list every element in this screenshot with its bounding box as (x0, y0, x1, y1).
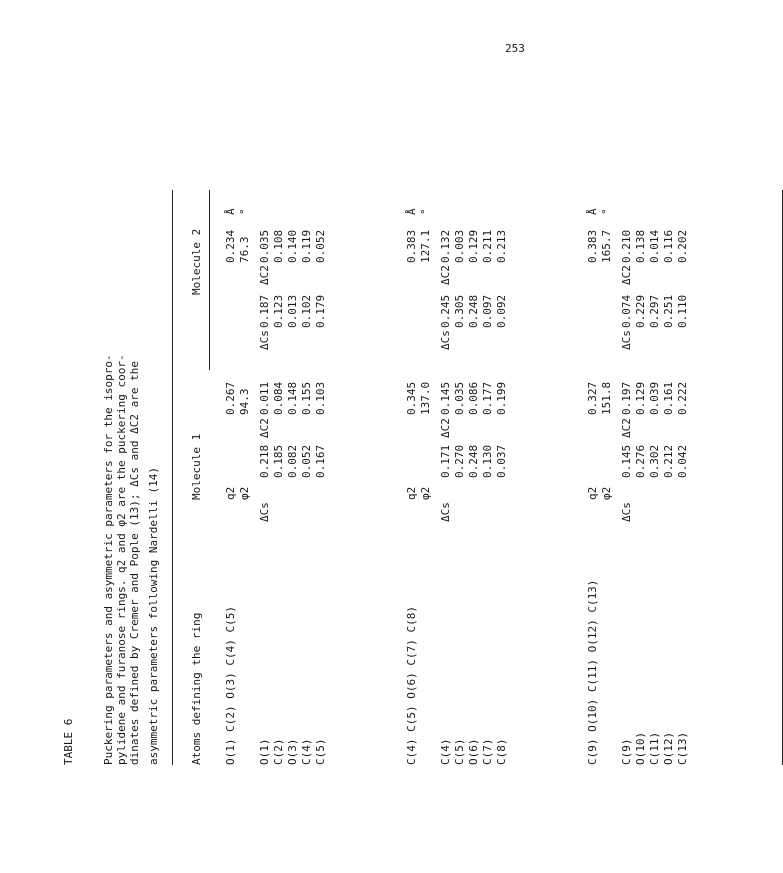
q2-unit: Å (586, 208, 599, 215)
atom-label: C(8) (495, 738, 508, 765)
col-header-molecule-2: Molecule 2 (190, 228, 203, 295)
molecule-1-phi2: 151.8 (600, 381, 613, 415)
col-header-molecule-1: Molecule 1 (190, 433, 203, 500)
molecule-1-dcs: 0.218 (258, 444, 271, 478)
atom-label: O(10) (634, 731, 647, 765)
molecule-2-dc2: 0.211 (481, 229, 494, 263)
caption-line-3: dinates defined by Cremer and Pople (13); ΔCs and ΔC2 are the (128, 361, 141, 765)
ring-definition: C(9) O(10) C(11) O(12) C(13) (586, 579, 599, 765)
molecule-2-dcs: 0.248 (467, 294, 480, 328)
molecule-2-dc2: 0.129 (467, 229, 480, 263)
atom-label: C(13) (676, 731, 689, 765)
molecule-2-dc2: 0.210 (620, 229, 633, 263)
molecule-1-dc2: 0.199 (495, 381, 508, 415)
molecule-2-dc2: 0.003 (453, 229, 466, 263)
molecule-1-dc2: 0.086 (467, 381, 480, 415)
table-top-rule (172, 190, 173, 765)
dc2-label: ΔC2 (620, 265, 633, 285)
molecule-2-phi2: 76.3 (238, 236, 251, 263)
phi2-label: φ2 (419, 486, 432, 500)
dc2-label: ΔC2 (439, 265, 452, 285)
molecule-2-dc2: 0.132 (439, 229, 452, 263)
molecule-1-dc2: 0.148 (286, 381, 299, 415)
molecule-2-dcs: 0.123 (272, 294, 285, 328)
dcs-label: ΔCs (439, 502, 452, 522)
atom-label: C(11) (648, 731, 661, 765)
molecule-1-phi2: 137.0 (419, 381, 432, 415)
molecule-2-dc2: 0.138 (634, 229, 647, 263)
ring-definition: C(4) C(5) O(6) C(7) C(8) (405, 606, 418, 765)
molecule-1-dc2: 0.222 (676, 381, 689, 415)
molecule-1-dc2: 0.197 (620, 381, 633, 415)
ring-definition: O(1) C(2) O(3) C(4) C(5) (224, 606, 237, 765)
molecule-2-q2: 0.383 (405, 229, 418, 263)
atom-label: O(6) (467, 738, 480, 765)
molecule-2-dc2: 0.052 (314, 229, 327, 263)
caption-line-1: Puckering parameters and asymmetric parameters for the isopro- (102, 354, 115, 765)
molecule-2-dcs: 0.305 (453, 294, 466, 328)
molecule-2-dc2: 0.014 (648, 229, 661, 263)
molecule-1-dcs: 0.302 (648, 444, 661, 478)
dc2-label: ΔC2 (620, 418, 633, 438)
molecule-2-phi2: 165.7 (600, 229, 613, 263)
dcs-label: ΔCs (620, 330, 633, 350)
molecule-1-dc2: 0.155 (300, 381, 313, 415)
molecule-1-dcs: 0.185 (272, 444, 285, 478)
molecule-2-dcs: 0.013 (286, 294, 299, 328)
molecule-2-dcs: 0.110 (676, 294, 689, 328)
molecule-2-dcs: 0.179 (314, 294, 327, 328)
molecule-1-dc2: 0.011 (258, 381, 271, 415)
phi2-label: φ2 (238, 486, 251, 500)
atom-label: O(12) (662, 731, 675, 765)
atom-label: C(4) (300, 738, 313, 765)
dc2-label: ΔC2 (258, 265, 271, 285)
molecule-1-q2: 0.267 (224, 381, 237, 415)
q2-label: q2 (405, 486, 418, 500)
atom-label: O(3) (286, 738, 299, 765)
rotated-table-page (62, 35, 689, 765)
caption-line-2: pylidene and furanose rings. q2 and φ2 are the puckering coor- (115, 354, 128, 765)
phi2-unit: ° (238, 208, 251, 215)
molecule-2-q2: 0.383 (586, 229, 599, 263)
molecule-1-dc2: 0.129 (634, 381, 647, 415)
molecule-2-dcs: 0.102 (300, 294, 313, 328)
molecule-2-dc2: 0.140 (286, 229, 299, 263)
molecule-1-dcs: 0.145 (620, 444, 633, 478)
table-label: TABLE 6 (62, 718, 75, 765)
molecule-1-dcs: 0.052 (300, 444, 313, 478)
molecule-2-dcs: 0.097 (481, 294, 494, 328)
molecule-1-dc2: 0.103 (314, 381, 327, 415)
molecule-2-dcs: 0.092 (495, 294, 508, 328)
phi2-unit: ° (600, 208, 613, 215)
page-number: 253 (505, 42, 525, 55)
dcs-label: ΔCs (258, 502, 271, 522)
molecule-2-dc2: 0.035 (258, 229, 271, 263)
dcs-label: ΔCs (620, 502, 633, 522)
molecule-2-dc2: 0.119 (300, 229, 313, 263)
molecule-1-q2: 0.345 (405, 381, 418, 415)
q2-label: q2 (224, 486, 237, 500)
molecule-1-dcs: 0.082 (286, 444, 299, 478)
q2-unit: Å (405, 208, 418, 215)
dcs-label: ΔCs (439, 330, 452, 350)
molecule-1-dcs: 0.037 (495, 444, 508, 478)
molecule-1-dc2: 0.084 (272, 381, 285, 415)
molecule-2-dc2: 0.213 (495, 229, 508, 263)
atom-label: C(5) (314, 738, 327, 765)
molecule-2-dcs: 0.074 (620, 294, 633, 328)
molecule-2-dcs: 0.297 (648, 294, 661, 328)
molecule-1-dc2: 0.035 (453, 381, 466, 415)
molecule-1-dc2: 0.145 (439, 381, 452, 415)
molecule-1-dcs: 0.130 (481, 444, 494, 478)
molecule-1-dcs: 0.042 (676, 444, 689, 478)
molecule-1-dc2: 0.177 (481, 381, 494, 415)
atom-label: C(9) (620, 738, 633, 765)
molecule-2-dcs: 0.251 (662, 294, 675, 328)
molecule-2-dcs: 0.187 (258, 294, 271, 328)
atom-label: C(2) (272, 738, 285, 765)
dc2-label: ΔC2 (258, 418, 271, 438)
molecule-2-phi2: 127.1 (419, 229, 432, 263)
molecule-1-dcs: 0.171 (439, 444, 452, 478)
molecule-1-dcs: 0.167 (314, 444, 327, 478)
molecule-1-dcs: 0.276 (634, 444, 647, 478)
dc2-label: ΔC2 (439, 418, 452, 438)
molecule-2-q2: 0.234 (224, 229, 237, 263)
molecule-1-phi2: 94.3 (238, 388, 251, 415)
molecule-2-underline (209, 190, 210, 370)
molecule-1-dcs: 0.248 (467, 444, 480, 478)
dcs-label: ΔCs (258, 330, 271, 350)
atom-label: C(4) (439, 738, 452, 765)
molecule-1-dcs: 0.212 (662, 444, 675, 478)
phi2-label: φ2 (600, 486, 613, 500)
molecule-2-dc2: 0.202 (676, 229, 689, 263)
atom-label: C(7) (481, 738, 494, 765)
molecule-2-dcs: 0.245 (439, 294, 452, 328)
molecule-2-dcs: 0.229 (634, 294, 647, 328)
atom-label: C(5) (453, 738, 466, 765)
atom-label: O(1) (258, 738, 271, 765)
q2-unit: Å (224, 208, 237, 215)
molecule-1-dc2: 0.039 (648, 381, 661, 415)
phi2-unit: ° (419, 208, 432, 215)
molecule-2-dc2: 0.108 (272, 229, 285, 263)
caption-line-4: asymmetric parameters following Nardelli (14) (147, 466, 160, 765)
molecule-1-q2: 0.327 (586, 381, 599, 415)
q2-label: q2 (586, 486, 599, 500)
molecule-2-dc2: 0.116 (662, 229, 675, 263)
molecule-1-dc2: 0.161 (662, 381, 675, 415)
molecule-1-dcs: 0.270 (453, 444, 466, 478)
col-header-atoms: Atoms defining the ring (190, 612, 203, 765)
